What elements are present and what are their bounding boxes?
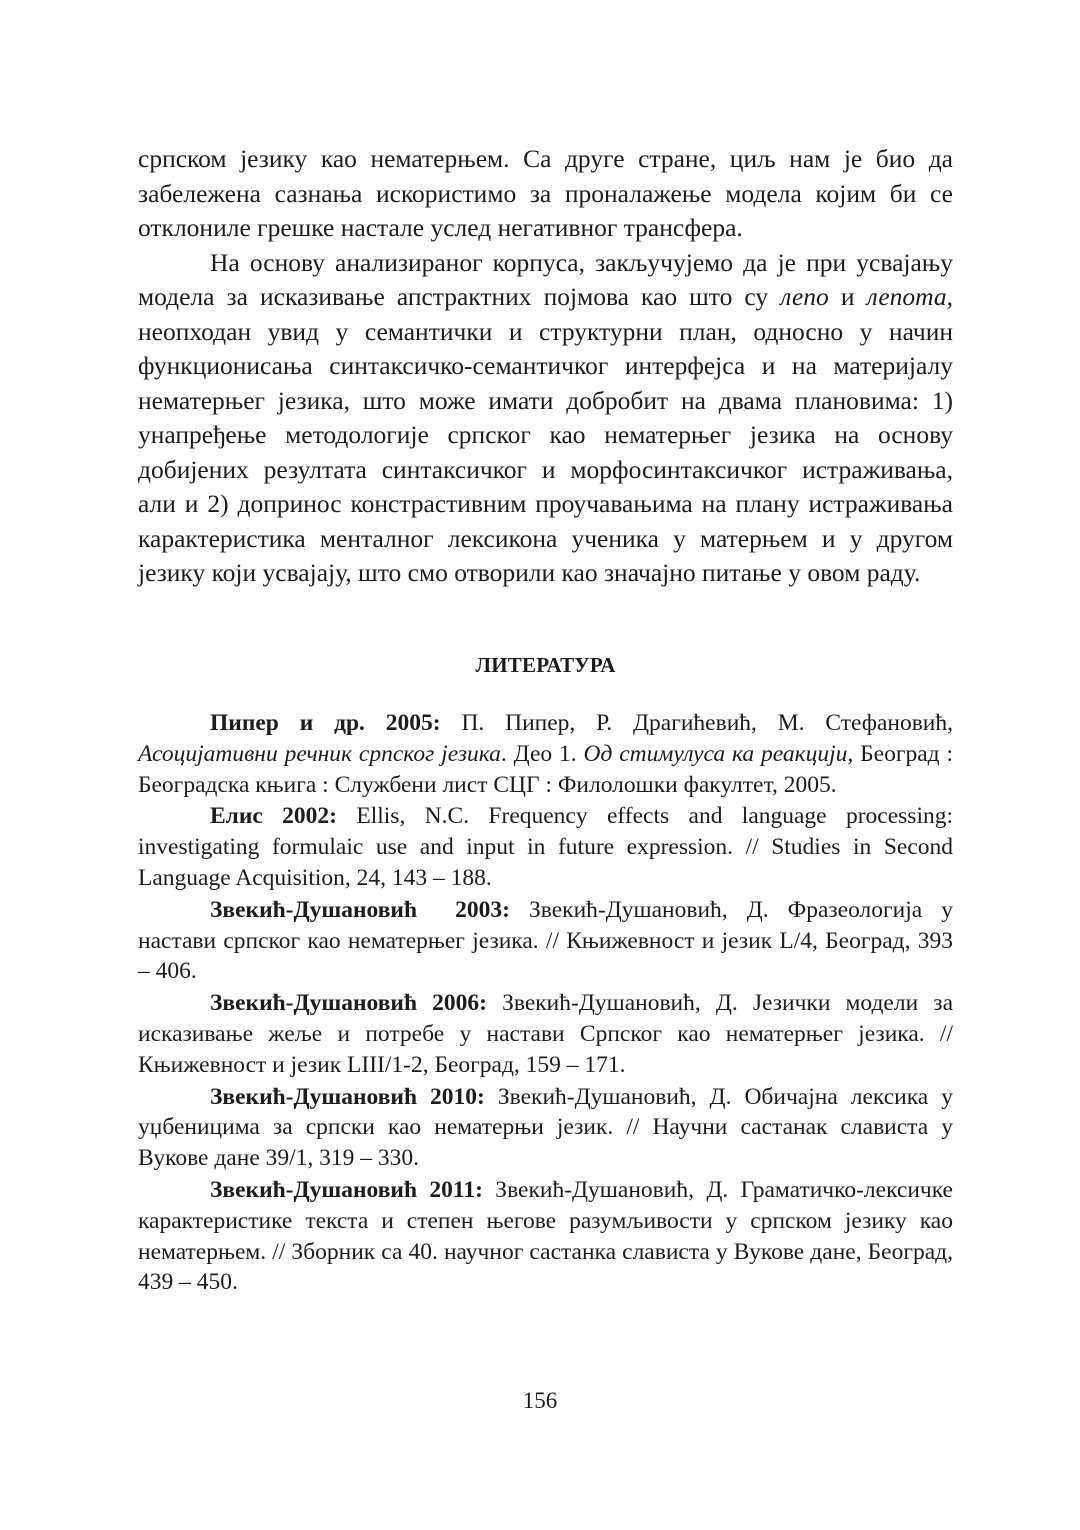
- reference-entry: [138, 801, 953, 893]
- reference-subtitle: Од стимулуса ка реакцији,: [583, 740, 854, 767]
- reference-text: Звекић-Душановић, Д. Граматичко-лексичке карактеристике текста и степен његове разумљивости у српском језику као нематерњем. // Зборник са 40. научног састанка слависта у Вукове дане, Београд, 439 – 450.: [138, 1176, 953, 1296]
- reference-text: П. Пипер, Р. Драгићевић, М. Стефановић,: [440, 710, 953, 736]
- reference-text: Звекић-Душановић, Д. Обичајна лексика у уџбеницима за српски као нематерњи језик. // Научни састанак слависта у Вукове дане 39/1, 319 – 330.: [138, 1083, 954, 1172]
- paragraph-1: српском језику као нематерњем. Са друге стране, циљ нам је био да забележена сазнања искористимо за проналажење модела којим би се отклониле грешке настале услед негативног трансфера.: [138, 144, 953, 242]
- reference-text: Звекић-Душановић, Д. Језички модели за исказивање жеље и потребе у настави Српског као нематерњег језика. // Књижевност и језик LIII/1-2, Београд, 159 – 171.: [138, 990, 954, 1078]
- page-number: 156: [522, 1388, 558, 1413]
- paragraph-2: [138, 246, 953, 591]
- reference-entry: [138, 895, 953, 987]
- body-text: [138, 142, 953, 591]
- references-heading: ЛИТЕРАТУРА: [475, 653, 616, 677]
- references-list: [138, 708, 953, 1299]
- term-lepota: лепота: [866, 282, 947, 311]
- reference-key: Елис 2002:: [210, 803, 338, 830]
- reference-key: Звекић-Душановић 2010:: [210, 1083, 485, 1110]
- reference-text: . Део 1.: [500, 740, 584, 767]
- paragraph-2-text-a: На основу анализираног корпуса, закључујемо да је при усвајању модела за исказивање апстрактних појмова као што су: [138, 247, 953, 311]
- paragraph-2-text-b: , неопходан увид у семантички и структурни план, односно у начин функционисања синтаксичко-семантичког интерфејса и на материјалу нематерњег језика, што може имати добробит на двама плановима: 1) унапређење методологије српског као нематерњег језика на основу добијених резултата синтаксичког и морфосинтаксичког истраживања, али и 2) допринос констрастивним проучавањима на плану истраживања карактеристика менталног лексикона ученика у матерњем и у другом језику који усвајају, што смо отворили као значајно питање у овом раду.: [138, 282, 953, 587]
- reference-key: Звекић-Душановић 2003:: [210, 896, 510, 923]
- reference-text: Београд : Београдска књига : Службени лист СЦГ : Филолошки факултет, 2005.: [138, 740, 954, 798]
- reference-key: Пипер и др. 2005:: [210, 710, 441, 736]
- reference-entry: [138, 1175, 953, 1298]
- reference-entry: [138, 988, 953, 1080]
- reference-text: Звекић-Душановић, Д. Фразеологија у настави српског као нематерњег језика. // Књижевност и језик L/4, Београд, 393 – 406.: [138, 896, 953, 985]
- reference-title: Асоцијативни речник српског језика: [138, 740, 501, 767]
- reference-key: Звекић-Душановић 2011:: [210, 1176, 483, 1203]
- reference-text: Ellis, N.C. Frequency effects and language processing: investigating formulaic use and input in future expression. // Studies in Second Language Acquisition, 24, 143 – 188.: [138, 803, 953, 891]
- reference-entry: [138, 708, 953, 800]
- term-lepo: лепо: [780, 282, 829, 311]
- reference-entry: [138, 1082, 953, 1174]
- reference-key: Звекић-Душановић 2006:: [210, 990, 487, 1017]
- conjunction: и: [828, 282, 867, 311]
